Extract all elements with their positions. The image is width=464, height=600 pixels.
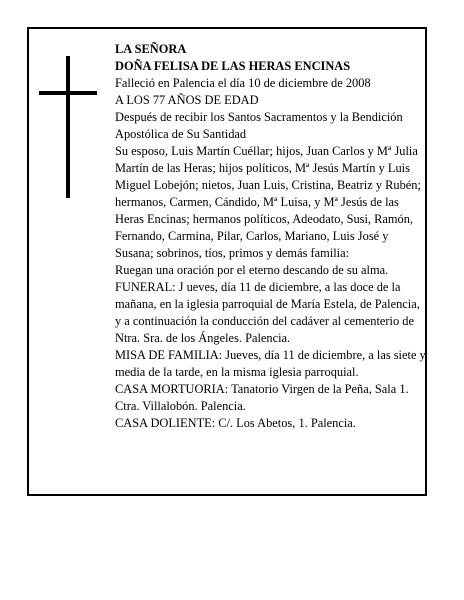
age-line: A LOS 77 AÑOS DE EDAD (115, 93, 259, 107)
family-mass-info: MISA DE FAMILIA: Jueves, día 11 de diciembre, a las siete y media de la tarde, en la misma iglesia parroquial. (115, 348, 426, 379)
cross-icon (39, 56, 97, 198)
sacraments-line: Después de recibir los Santos Sacramentos y la Bendición Apostólica de Su Santidad (115, 110, 403, 141)
family-list: Su esposo, Luis Martín Cuéllar; hijos, Juan Carlos y Mª Julia Martín de las Heras; hijos políticos, Mª Jesús Martín y Luis Miguel Lobejón; nietos, Juan Luis, Cristina, Beatriz y Rubén; hermanos, Carmen, Cándido, Mª Luisa, y Mª Jesús de las Heras Encinas; hermanos políticos, Adeodato, Susi, Ramón, Fernando, Carmina, Pilar, Carlos, Mariano, Luis José y Susana; sobrinos, tíos, primos y demás familia: (115, 144, 421, 260)
death-info: Falleció en Palencia el día 10 de diciembre de 2008 (115, 76, 371, 90)
notice-text-block (115, 41, 427, 432)
obituary-notice (27, 27, 427, 496)
notice-title-line1: LA SEÑORA (115, 42, 187, 56)
cross-horizontal-bar (39, 91, 97, 95)
deceased-name: DOÑA FELISA DE LAS HERAS ENCINAS (115, 59, 351, 73)
mortuary-info: CASA MORTUORIA: Tanatorio Virgen de la Peña, Sala 1. Ctra. Villalobón. Palencia. (115, 382, 409, 413)
funeral-info: FUNERAL: J ueves, día 11 de diciembre, a las doce de la mañana, en la iglesia parroquial de María Estela, de Palencia, y a continuación la conducción del cadáver al cementerio de Ntra. Sra. de los Ángeles. Palencia. (115, 280, 420, 345)
cross-vertical-bar (66, 56, 70, 198)
mourning-house-info: CASA DOLIENTE: C/. Los Abetos, 1. Palencia. (115, 416, 356, 430)
prayer-line: Ruegan una oración por el eterno descando de su alma. (115, 263, 389, 277)
